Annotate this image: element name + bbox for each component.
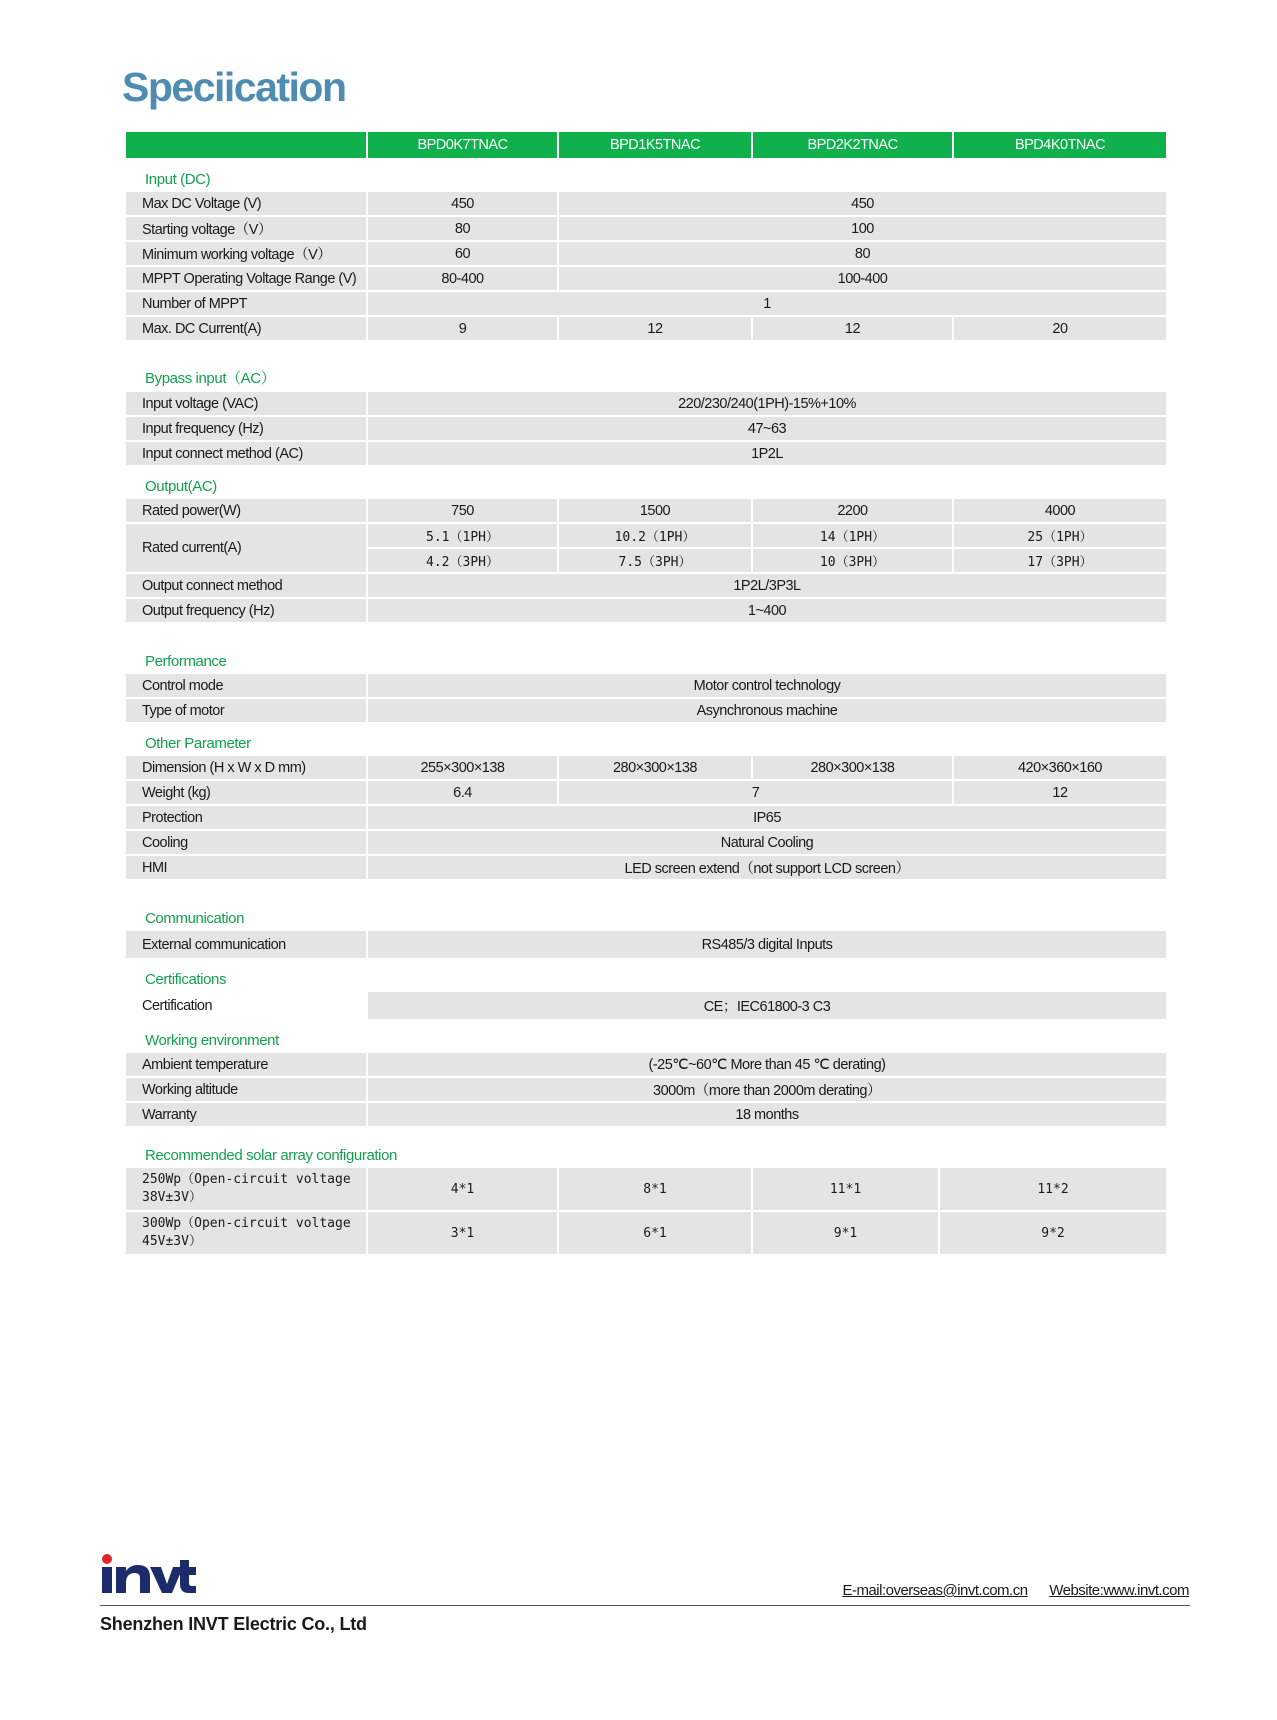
row-value: 6*1 <box>559 1212 751 1254</box>
row-label: Input frequency (Hz) <box>126 417 366 440</box>
row-value: 80-400 <box>368 267 557 290</box>
row-label: Max. DC Current(A) <box>126 317 366 340</box>
row-value: 25（1PH） <box>954 524 1166 547</box>
row-value: 4*1 <box>368 1168 557 1210</box>
table-subrow <box>368 524 1166 547</box>
row-value: RS485/3 digital Inputs <box>368 931 1166 958</box>
row-label: Working altitude <box>126 1078 366 1101</box>
row-label: Number of MPPT <box>126 292 366 315</box>
row-value: 11*2 <box>940 1168 1166 1210</box>
row-label: HMI <box>126 856 366 879</box>
table-row <box>126 524 1166 572</box>
row-label: Type of motor <box>126 699 366 722</box>
table-row <box>126 1212 1166 1254</box>
row-value: 1P2L <box>368 442 1166 465</box>
table-row <box>126 931 1166 958</box>
model-header: BPD2K2TNAC <box>753 132 952 158</box>
website-link[interactable]: Website:www.invt.com <box>1049 1582 1189 1599</box>
table-row <box>126 599 1166 622</box>
row-value: 100 <box>559 217 1166 240</box>
table-row <box>126 992 1166 1019</box>
section-heading-performance: Performance <box>145 653 227 670</box>
table-row <box>126 781 1166 804</box>
row-value: 1P2L/3P3L <box>368 574 1166 597</box>
row-label: Cooling <box>126 831 366 854</box>
row-value: 12 <box>954 781 1166 804</box>
row-value: 9*2 <box>940 1212 1166 1254</box>
row-label: Output frequency (Hz) <box>126 599 366 622</box>
table-row <box>126 292 1166 315</box>
table-subrow <box>368 549 1166 572</box>
section-heading-environment: Working environment <box>145 1032 279 1049</box>
table-row <box>126 856 1166 879</box>
rated-current-values <box>368 524 1166 572</box>
row-label: 300Wp（Open-circuit voltage 45V±3V） <box>126 1212 366 1254</box>
footer-divider <box>100 1605 1190 1606</box>
row-value: 7.5（3PH） <box>559 549 751 572</box>
company-name: Shenzhen INVT Electric Co., Ltd <box>100 1614 367 1634</box>
row-value: 255×300×138 <box>368 756 557 779</box>
row-value: 12 <box>559 317 751 340</box>
row-label: Ambient temperature <box>126 1053 366 1076</box>
table-row <box>126 192 1166 215</box>
row-value: 4000 <box>954 499 1166 522</box>
section-heading-bypass: Bypass input（AC） <box>145 370 276 387</box>
row-label: Protection <box>126 806 366 829</box>
section-heading-certifications: Certifications <box>145 971 227 988</box>
row-value: 3000m（more than 2000m derating） <box>368 1078 1166 1101</box>
row-value: 9 <box>368 317 557 340</box>
row-value: Motor control technology <box>368 674 1166 697</box>
row-value: 5.1（1PH） <box>368 524 557 547</box>
row-value: 20 <box>954 317 1166 340</box>
table-row <box>126 499 1166 522</box>
row-value: 7 <box>559 781 952 804</box>
table-row <box>126 674 1166 697</box>
row-value: 60 <box>368 242 557 265</box>
model-header: BPD4K0TNAC <box>954 132 1166 158</box>
table-row <box>126 442 1166 465</box>
row-label: Output connect method <box>126 574 366 597</box>
table-row <box>126 317 1166 340</box>
table-row <box>126 831 1166 854</box>
email-link[interactable]: E-mail:overseas@invt.com.cn <box>842 1582 1028 1599</box>
row-value: Natural Cooling <box>368 831 1166 854</box>
row-value: 12 <box>753 317 952 340</box>
row-value: 6.4 <box>368 781 557 804</box>
row-label: Rated current(A) <box>126 524 366 572</box>
row-value: 1~400 <box>368 599 1166 622</box>
row-value: 750 <box>368 499 557 522</box>
table-row <box>126 699 1166 722</box>
table-row <box>126 242 1166 265</box>
row-value: 18 months <box>368 1103 1166 1126</box>
table-row <box>126 756 1166 779</box>
table-row <box>126 1103 1166 1126</box>
row-label: Dimension (H x W x D mm) <box>126 756 366 779</box>
row-label: Control mode <box>126 674 366 697</box>
row-label: Rated power(W) <box>126 499 366 522</box>
model-header: BPD1K5TNAC <box>559 132 751 158</box>
row-label: Warranty <box>126 1103 366 1126</box>
section-heading-communication: Communication <box>145 910 245 927</box>
invt-logo-icon <box>100 1552 196 1596</box>
table-header-row <box>126 132 1166 158</box>
row-value: Asynchronous machine <box>368 699 1166 722</box>
row-label: External communication <box>126 931 366 958</box>
row-label: MPPT Operating Voltage Range (V) <box>126 267 366 290</box>
row-value: 14（1PH） <box>753 524 952 547</box>
table-row <box>126 267 1166 290</box>
row-value: 100-400 <box>559 267 1166 290</box>
row-label: Starting voltage（V） <box>126 217 366 240</box>
row-label: Input connect method (AC) <box>126 442 366 465</box>
table-row <box>126 1168 1166 1210</box>
row-value: 280×300×138 <box>753 756 952 779</box>
row-label: Certification <box>126 992 366 1019</box>
section-heading-solar: Recommended solar array configuration <box>145 1147 397 1164</box>
row-value: 4.2（3PH） <box>368 549 557 572</box>
row-value: 10（3PH） <box>753 549 952 572</box>
section-heading-input-dc: Input (DC) <box>145 171 211 188</box>
row-value: 11*1 <box>753 1168 938 1210</box>
table-row <box>126 392 1166 415</box>
row-value: 220/230/240(1PH)-15%+10% <box>368 392 1166 415</box>
table-row <box>126 417 1166 440</box>
row-value: 2200 <box>753 499 952 522</box>
table-row <box>126 806 1166 829</box>
row-label: 250Wp（Open-circuit voltage 38V±3V） <box>126 1168 366 1210</box>
row-value: 450 <box>368 192 557 215</box>
row-value: LED screen extend（not support LCD screen） <box>368 856 1166 879</box>
invt-logo <box>100 1552 196 1601</box>
row-value: 280×300×138 <box>559 756 751 779</box>
row-value: CE；IEC61800-3 C3 <box>368 992 1166 1019</box>
row-value: 9*1 <box>753 1212 938 1254</box>
spec-table <box>126 132 1166 1256</box>
row-value: 80 <box>559 242 1166 265</box>
row-label: Input voltage (VAC) <box>126 392 366 415</box>
table-row <box>126 1053 1166 1076</box>
row-label: Minimum working voltage（V） <box>126 242 366 265</box>
table-row <box>126 217 1166 240</box>
row-value: 8*1 <box>559 1168 751 1210</box>
header-blank <box>126 132 366 158</box>
row-value: 450 <box>559 192 1166 215</box>
row-value: 420×360×160 <box>954 756 1166 779</box>
row-value: 17（3PH） <box>954 549 1166 572</box>
table-row <box>126 1078 1166 1101</box>
row-value: 80 <box>368 217 557 240</box>
row-value: 3*1 <box>368 1212 557 1254</box>
row-value: 47~63 <box>368 417 1166 440</box>
row-label: Weight (kg) <box>126 781 366 804</box>
row-value: 10.2（1PH） <box>559 524 751 547</box>
contact-info <box>842 1582 1189 1599</box>
row-label: Max DC Voltage (V) <box>126 192 366 215</box>
row-value: 1 <box>368 292 1166 315</box>
section-heading-other: Other Parameter <box>145 735 251 752</box>
section-heading-output-ac: Output(AC) <box>145 478 217 495</box>
row-value: IP65 <box>368 806 1166 829</box>
row-value: 1500 <box>559 499 751 522</box>
table-row <box>126 574 1166 597</box>
row-value: (-25℃~60℃ More than 45 ℃ derating) <box>368 1053 1166 1076</box>
model-header: BPD0K7TNAC <box>368 132 557 158</box>
page-title: Speciication <box>122 64 346 110</box>
